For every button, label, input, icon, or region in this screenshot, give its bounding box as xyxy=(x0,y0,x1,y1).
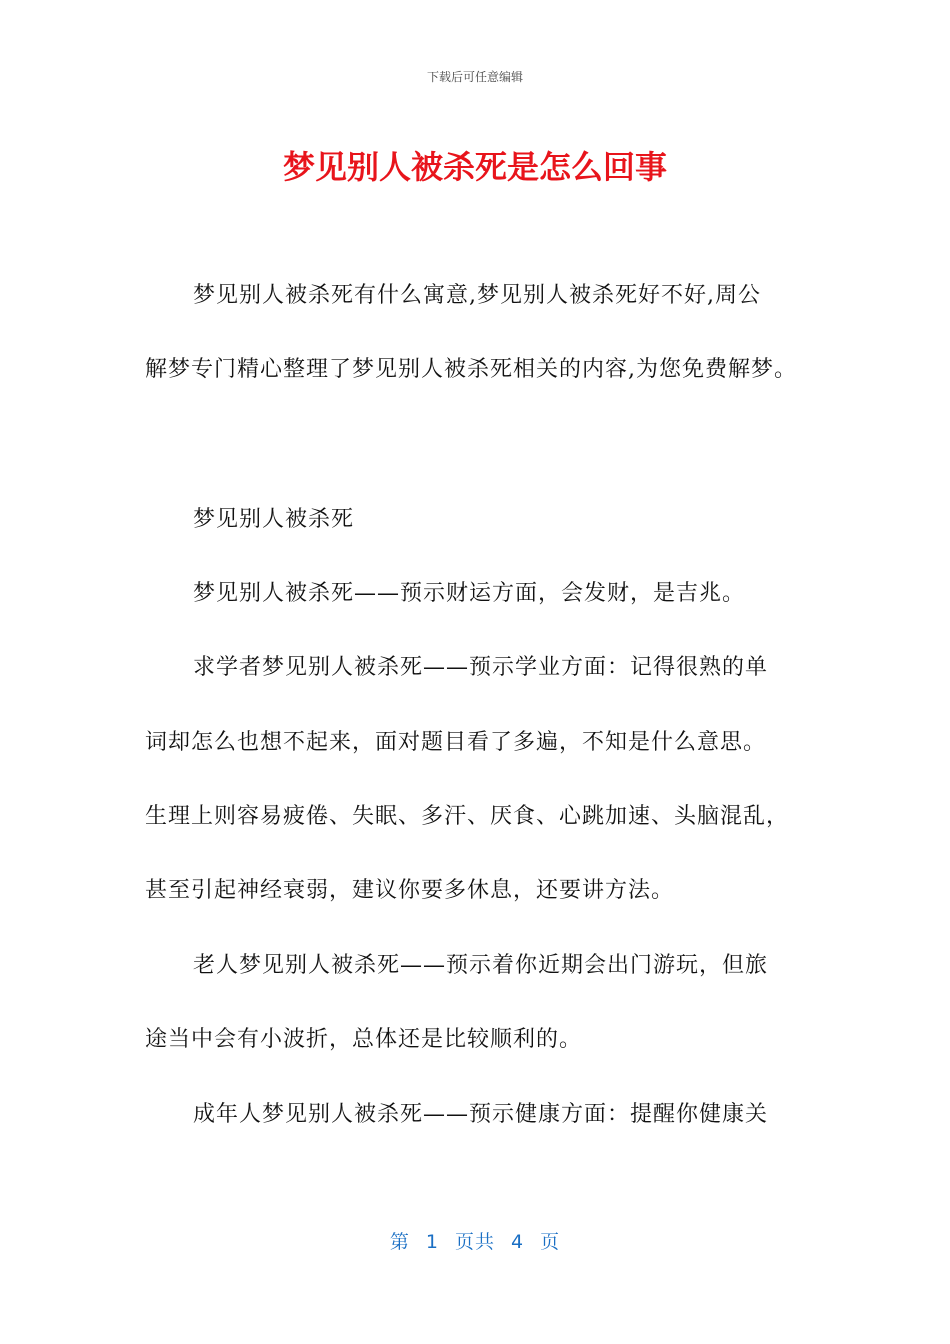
paragraph-line: 词却怎么也想不起来，面对题目看了多遍，不知是什么意思。 xyxy=(145,730,767,755)
page-label-suffix: 页 xyxy=(540,1231,561,1253)
paragraph-line: 成年人梦见别人被杀死——预示健康方面：提醒你健康关 xyxy=(193,1102,769,1127)
page-label-prefix: 第 xyxy=(389,1231,410,1253)
paragraph-line: 途当中会有小波折，总体还是比较顺利的。 xyxy=(145,1027,583,1052)
document-title: 梦见别人被杀死是怎么回事 xyxy=(282,148,667,186)
header-note: 下载后可任意编辑 xyxy=(426,70,523,84)
page-footer xyxy=(0,1227,950,1254)
page-number: 1 xyxy=(425,1231,439,1253)
paragraph-line: 生理上则容易疲倦、失眠、多汗、厌食、心跳加速、头脑混乱， xyxy=(145,804,790,829)
section-heading: 梦见别人被杀死 xyxy=(193,507,355,532)
paragraph-line: 甚至引起神经衰弱，建议你要多休息，还要讲方法。 xyxy=(145,878,675,903)
total-pages: 4 xyxy=(511,1231,525,1253)
paragraph-line: 解梦专门精心整理了梦见别人被杀死相关的内容,为您免费解梦。 xyxy=(145,357,797,382)
paragraph-line: 梦见别人被杀死有什么寓意,梦见别人被杀死好不好,周公 xyxy=(193,283,761,308)
paragraph-line: 梦见别人被杀死——预示财运方面，会发财，是吉兆。 xyxy=(193,581,746,606)
paragraph-line: 求学者梦见别人被杀死——预示学业方面：记得很熟的单 xyxy=(193,655,769,680)
page-label-mid: 页共 xyxy=(454,1231,495,1253)
paragraph-line: 老人梦见别人被杀死——预示着你近期会出门游玩，但旅 xyxy=(193,953,769,978)
